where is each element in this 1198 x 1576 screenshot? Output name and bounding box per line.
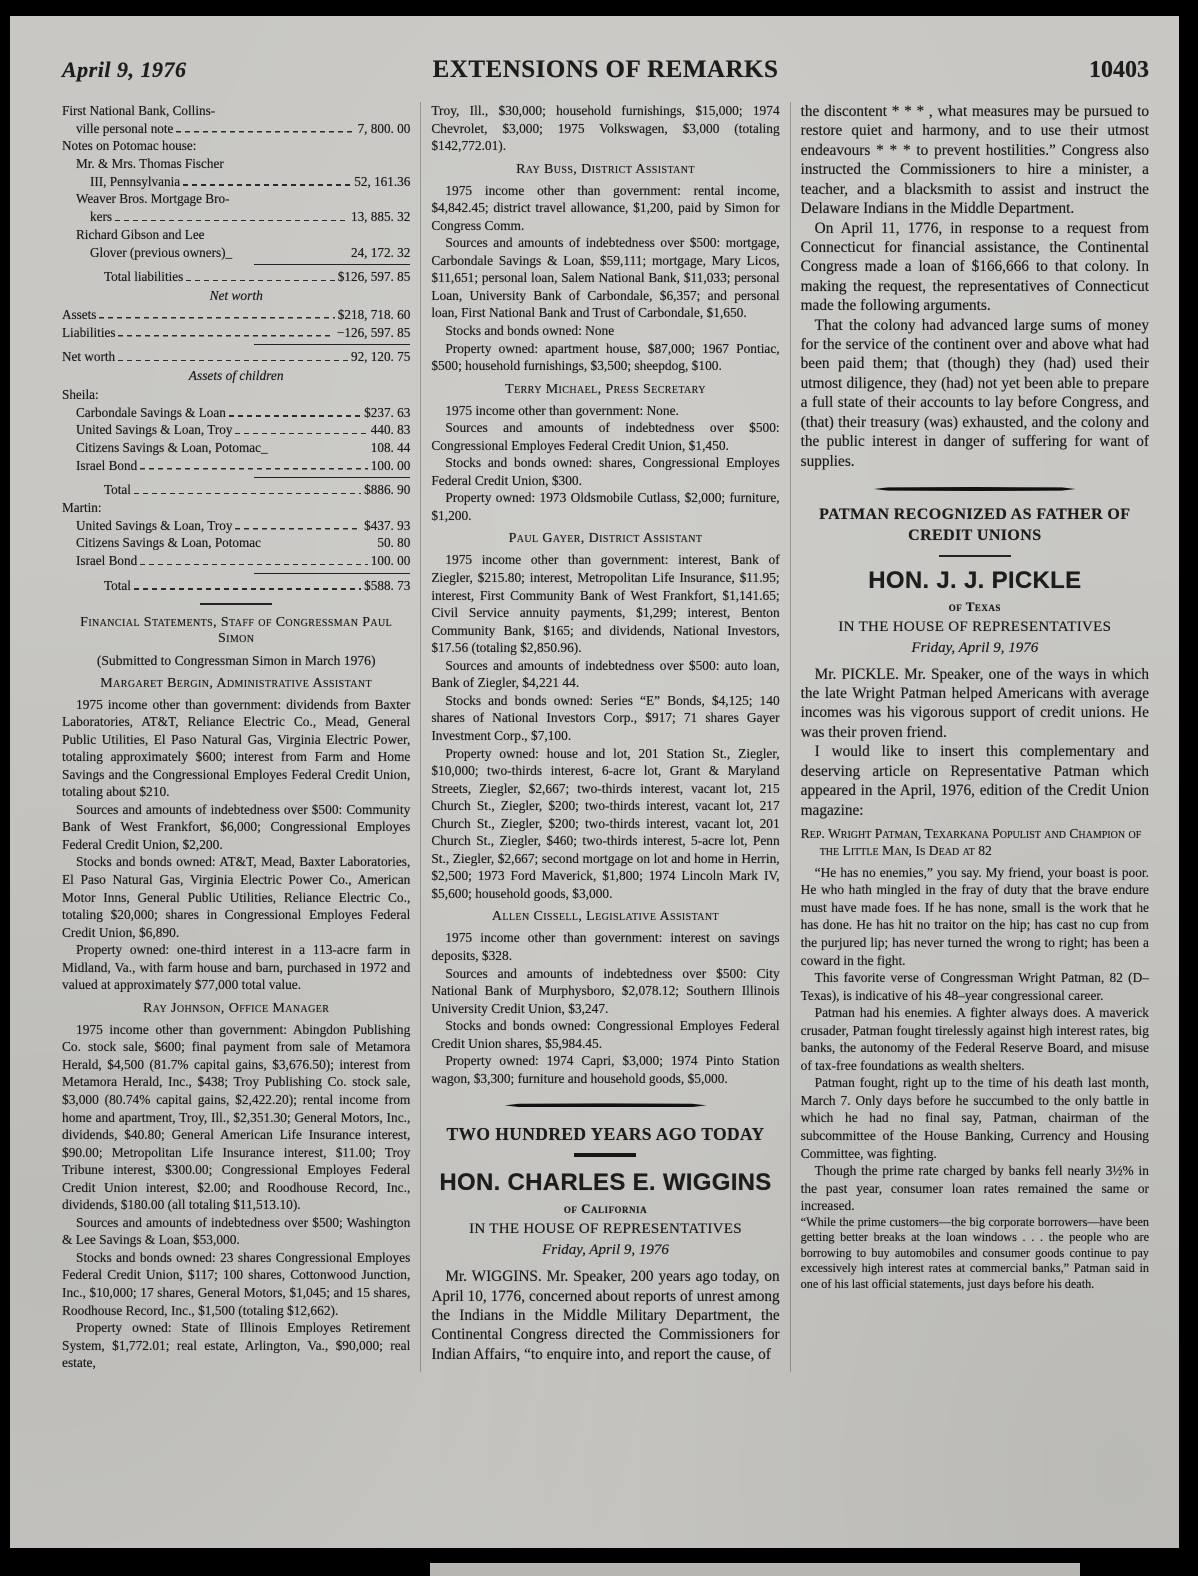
financial-row-amount: 100. 00 [370, 553, 411, 569]
dash-leader [115, 218, 348, 221]
paragraph: Property owned: house and lot, 201 Station St., Ziegler, $10,000; two-thirds interest, 6-acre lot, Grant & Maryland Streets, Ziegler, $2,667; two-thirds interest, vacant lot, 215 Church St., Ziegler, $200; two-thirds interest, vacant lot, 217 Church St., Ziegler, $200; two-thirds interest, vacant lot, 201 Church St., Ziegler, $460; two-thirds interest, 5-acre lot, Penn St., Ziegler, $2,667; second mortgage on lot and home in Herrin, $2,500; 1973 Ford Maverick, $1,800; 1974 Lincoln Mark IV, $5,600; household goods, $3,000. [431, 745, 780, 901]
column-right [790, 102, 1149, 1372]
article-heading: PATMAN RECOGNIZED AS FATHER OF CREDIT UNIONS [819, 506, 1131, 544]
financial-row-amount: 100. 00 [370, 457, 411, 473]
financial-row-line: Richard Gibson and Lee [76, 226, 205, 242]
financial-row-line [62, 348, 410, 366]
financial-row [62, 517, 410, 535]
speech-date: Friday, April 9, 1976 [542, 1242, 669, 1259]
financial-row-label: Notes on Potomac house: [62, 138, 197, 154]
speaker-title: HON. CHARLES E. WIGGINS [439, 1169, 772, 1197]
paragraph: Stocks and bonds owned: AT&T, Mead, Baxter Laboratories, El Paso Natural Gas, Virginia Electric Power Co., American Motor Inns, General Public Utilities, Reliance Electric Co., totaling $20,000; shares in Congressional Employes Federal Credit Union, $6,890. [62, 854, 411, 940]
paragraph: Sources and amounts of indebtedness over $500: auto loan, Bank of Ziegler, $4,221 44. [431, 657, 780, 691]
paragraph: “He has no enemies,” you say. My friend, your boast is poor. He who hath mingled in the fray of duty that the brave endure must have made foes. If he has none, small is the work that he has done. He has hit no traitor on the hip; has cast no cup from the purjured lip; has never turned the wrong to right; has been a coward in the fight. [800, 864, 1149, 968]
financial-row-line [62, 552, 410, 570]
financial-row-amount: 24, 172. 32 [350, 244, 411, 260]
financial-row-label: United Savings & Loan, Troy [76, 517, 233, 533]
financial-row [62, 552, 410, 570]
article-divider [874, 487, 1076, 491]
date-heading: April 9, 1976 [62, 57, 187, 82]
dash-leader [235, 431, 367, 434]
financial-row-label: Liabilities [62, 324, 116, 340]
sum-rule [254, 573, 411, 574]
financial-row [62, 306, 410, 324]
paragraph: Property owned: one-third interest in a 113-acre farm in Midland, Va., with farm house and barn, purchased in 1972 and valued at approximately $77,000 total value. [62, 942, 411, 993]
paragraph: Stocks and bonds owned: None [445, 323, 615, 339]
paragraph: 1975 income other than government: interest on savings deposits, $328. [431, 930, 780, 963]
page-title: EXTENSIONS OF REMARKS [432, 56, 779, 83]
sum-rule [254, 477, 411, 478]
paragraph: 1975 income other than government: interest, Bank of Ziegler, $215.80; interest, Metropolitan Life Insurance, $11.95; interest, First Community Bank of West Frankfort, $1,141.65; Civil Service annuity payments, $1,299; interest, Benton Community Bank, $165; and dividends, National Investors, $17.56 (totaling $2,850.96). [431, 552, 780, 656]
dash-leader [134, 587, 361, 590]
column-left [62, 102, 420, 1372]
financial-row-line: Weaver Bros. Mortgage Bro- [76, 191, 230, 207]
financial-row [62, 137, 410, 155]
paragraph: Patman fought, right up to the time of his death last month, March 7. Only days before he succumbed to the only battle in which he had no final say, Patman, chairman of the subcommittee of the House Banking, Currency and Housing Committee, was fighting. [800, 1075, 1149, 1161]
sum-rule [254, 264, 411, 265]
financial-row-amount: $218, 718. 60 [337, 306, 411, 322]
dash-leader [176, 130, 354, 133]
table-subheading: Net worth [209, 287, 263, 303]
financial-row-line [62, 120, 410, 138]
columns-container [62, 102, 1149, 1372]
financial-row-line: Mr. & Mrs. Thomas Fischer [76, 156, 224, 172]
financial-row-line [62, 481, 410, 499]
financial-row-amount: 108. 44 [370, 440, 411, 455]
financial-row-label: Israel Bond [76, 457, 138, 473]
paragraph: 1975 income other than government: rental income, $4,842.45; district travel allowance, $1,200, paid by Simon for Congress Comm. [431, 182, 780, 233]
financial-row-line [62, 324, 410, 342]
article-divider [504, 1103, 706, 1107]
financial-row [62, 481, 410, 499]
paragraph: Sources and amounts of indebtedness over $500: Congressional Employes Federal Credit Union, $1,450. [431, 420, 780, 453]
financial-row [62, 439, 410, 457]
financial-row-label: III, Pennsylvania [90, 173, 181, 189]
dash-leader [183, 183, 351, 186]
paragraph: Property owned: 1973 Oldsmobile Cutlass, $2,000; furniture, $1,200. [431, 490, 780, 523]
financial-row [62, 499, 410, 517]
financial-row-label: kers [90, 209, 112, 225]
financial-row-amount: 92, 120. 75 [350, 349, 411, 365]
financial-row [62, 324, 410, 342]
article-heading: TWO HUNDRED YEARS AGO TODAY [446, 1124, 765, 1145]
paragraph: 1975 income other than government: Abingdon Publishing Co. stock sale, $600; final payment from sale of Metamora Herald, $4,500 (81.7% capital gains, $3,676.50); interest from Metamora Herald, Inc., $438; Troy Publishing Co. stock sale, $3,000 (80.74% capital gains, $2,422.20); rental income from home and apartment, Troy, Ill., $2,351.30; General Motors, Inc., dividends, $40.80; General American Life Insurance interest, $90.00; Metropolitan Life Insurance interest, $11.00; Troy Tribune interest, $300.00; Congressional Employes Federal Credit Union interest, $2.00; and Roodhouse Record, Inc., dividends, $180.00 (all totaling $11,513.10). [62, 1021, 411, 1213]
heading-rule [200, 603, 272, 605]
paragraph: Sources and amounts of indebtedness over $500; Washington & Lee Savings & Loan, $53,000. [62, 1214, 411, 1248]
table-subheading: Assets of children [188, 367, 284, 383]
paragraph: Stocks and bonds owned: Series “E” Bonds, $4,125; 140 shares of National Investors Corp., $917; 71 shares Gayer Investment Corp., $7,100. [431, 692, 780, 743]
dash-leader [99, 316, 334, 319]
financial-row-amount: 50. 80 [377, 535, 411, 551]
house-of-representatives-line: IN THE HOUSE OF REPRESENTATIVES [838, 618, 1112, 635]
article-subheading: Rep. Wright Patman, Texarkana Populist and Champion of the Little Man, Is Dead at 82 [800, 825, 1142, 859]
financial-row-line [62, 137, 410, 155]
financial-row [62, 457, 410, 475]
financial-row-label: Citizens Savings & Loan, Potomac [76, 535, 261, 551]
financial-row-amount: $588. 73 [364, 577, 411, 593]
heading-rule [574, 1153, 636, 1157]
financial-row-amount: 440. 83 [370, 422, 411, 438]
paragraph: That the colony had advanced large sums of money for the service of the continent over and above what had been paid them; that (though) they (had) used their utmost diligence, they (had) not yet been able to prepare a full state of their accounts to lay before Congress, and (that) their treasury (was) exhausted, and the colony and the public interest in danger of suffering for want of supplies. [800, 316, 1149, 470]
financial-row-label: Total [104, 482, 131, 498]
financial-row [62, 577, 410, 595]
financial-row-amount: −126, 597. 85 [336, 324, 411, 340]
financial-row-label: Net worth [62, 349, 116, 365]
financial-row-label: Glover (previous owners)_ [90, 244, 233, 260]
financial-row [62, 421, 410, 439]
dash-leader [186, 278, 335, 281]
column-middle [420, 102, 789, 1372]
paragraph: Mr. WIGGINS. Mr. Speaker, 200 years ago today, on April 10, 1776, concerned about reports of unrest among the Indians in the Middle Military Department, the Continental Congress directed the Commissioners for Indian Affairs, “to enquire into, and report the cause, of [431, 1268, 780, 1363]
house-of-representatives-line: IN THE HOUSE OF REPRESENTATIVES [469, 1221, 742, 1238]
financial-row-amount: $237. 63 [364, 404, 411, 420]
section-heading: Ray Johnson, Office Manager [143, 1000, 330, 1016]
paragraph: Sources and amounts of indebtedness over $500: City National Bank of Murphysboro, $2,078.12; Southern Illinois University Credit Union, $3,247. [431, 965, 780, 1016]
page-header [62, 56, 1149, 84]
financial-row-label: ville personal note [76, 120, 174, 136]
financial-row-line [62, 534, 410, 552]
speaker-title: HON. J. J. PICKLE [868, 566, 1082, 594]
financial-row-line [62, 404, 410, 422]
paragraph: Sources and amounts of indebtedness over $500: Community Bank of West Frankfort, $6,000; Congressional Employes Federal Credit Union, $2,200. [62, 801, 411, 852]
speech-date: Friday, April 9, 1976 [911, 639, 1039, 656]
paragraph: the discontent * * * , what measures may be pursued to restore quiet and harmony, and to use their utmost endeavours * * * to prevent hostilities.” Congress also instructed the Commissioners to hire a minister, a teacher, and a blacksmith to assist and instruct the Delaware Indians in the Middle Department. [800, 103, 1149, 218]
financial-row [62, 190, 410, 225]
financial-row-label: Carbondale Savings & Loan [76, 404, 226, 420]
financial-row-label: Total liabilities [104, 269, 184, 285]
paragraph: Mr. PICKLE. Mr. Speaker, one of the ways in which the late Wright Patman helped Americans with average incomes was his vigorous support of credit unions. He was their proven friend. [800, 665, 1149, 741]
paragraph: Property owned: State of Illinois Employes Retirement System, $1,772.01; real estate, Arlington, Va., $90,000; real estate, [62, 1320, 411, 1371]
financial-row-line [62, 577, 410, 595]
dash-leader [118, 334, 333, 337]
financial-row [62, 404, 410, 422]
sum-rule [254, 344, 411, 345]
financial-row-label: Israel Bond [76, 553, 138, 569]
section-heading: Ray Buss, District Assistant [516, 161, 695, 177]
financial-row-amount: 52, 161.36 [354, 173, 411, 189]
financial-row-line [62, 421, 410, 439]
paragraph: I would like to insert this complementary and deserving article on Representative Patman which appeared in the April, 1976, edition of the Credit Union magazine: [800, 743, 1149, 819]
financial-row-line [62, 268, 410, 286]
paragraph: On April 11, 1776, in response to a request from Connecticut for financial assistance, the Continental Congress made a loan of $166,666 to that colony. In making the request, the representatives of Connecticut made the following arguments. [800, 219, 1149, 315]
paragraph: 1975 income other than government: dividends from Baxter Laboratories, AT&T, Reliance Electric Co., Mead, General Public Utilities, El Paso Natural Gas, Virginia Electric Power, totaling approximately $600; interest from Farm and Home Savings and the Congressional Employes Federal Credit Union, totaling about $210. [62, 696, 411, 800]
financial-row-label: Martin: [62, 500, 102, 516]
financial-row-line [62, 457, 410, 475]
financial-row [62, 155, 410, 190]
financial-row [62, 534, 410, 552]
speaker-state: of Texas [948, 598, 1001, 614]
financial-row [62, 226, 410, 261]
paragraph: This favorite verse of Congressman Wright Patman, 82 (D–Texas), is indicative of his 48–year congressional career. [800, 970, 1149, 1003]
financial-row-amount: $886. 90 [364, 482, 411, 498]
financial-row [62, 386, 410, 404]
financial-row-label: United Savings & Loan, Troy [76, 422, 233, 438]
financial-row-label: Assets [62, 306, 97, 322]
financial-row-line [62, 208, 410, 226]
financial-row-line [62, 386, 410, 404]
section-heading: Terry Michael, Press Secretary [505, 381, 706, 397]
financial-row [62, 102, 410, 137]
page-number: 10403 [1089, 57, 1149, 83]
heading-rule [939, 555, 1011, 557]
financial-row-amount: 13, 885. 32 [350, 209, 411, 225]
financial-row-amount: 7, 800. 00 [357, 120, 411, 136]
paragraph: Property owned: apartment house, $87,000; 1967 Pontiac, $500; household furnishings, $3,500; sheepdog, $100. [431, 340, 780, 374]
financial-row-line [62, 244, 410, 262]
financial-row-line: First National Bank, Collins- [62, 103, 216, 118]
paragraph: “While the prime customers—the big corporate borrowers—have been getting better breaks at the loan windows . . . the people who are borrowing to buy automobiles and consumer goods continue to pay excessively high interest rates at commercial banks,” Patman said in one of his last official statements, just days before his death. [800, 1214, 1149, 1291]
section-heading: Margaret Bergin, Administrative Assistant [100, 675, 373, 691]
financial-row-label: Total [104, 577, 131, 593]
financial-row-line [62, 439, 410, 457]
section-heading: Allen Cissell, Legislative Assistant [491, 909, 720, 925]
paragraph: Patman had his enemies. A fighter always does. A maverick crusader, Patman fought tirelessly against high interest rates, big banks, the autonomy of the Federal Reserve Board, and misuse of tax-free foundations as wealth shelters. [800, 1005, 1149, 1073]
section-heading: Paul Gayer, District Assistant [508, 531, 703, 547]
paragraph: Stocks and bonds owned: Congressional Employes Federal Credit Union shares, $5,984.45. [431, 1018, 780, 1051]
paragraph: Sources and amounts of indebtedness over $500: mortgage, Carbondale Savings & Loan, $59,111; mortgage, Mary Licos, $11,651; personal loan, Salem National Bank, $11,033; personal Loan, University Bank of Carbondale, $6,357; and personal loan, First National Bank and Trust of Carbondale, $1,650. [431, 235, 780, 321]
dash-leader [140, 467, 368, 470]
dash-leader [229, 414, 361, 417]
paragraph: Property owned: 1974 Capri, $3,000; 1974 Pinto Station wagon, $3,300; furniture and household goods, $5,000. [431, 1053, 780, 1086]
financial-row-line [62, 306, 410, 324]
financial-row-label: Citizens Savings & Loan, Potomac_ [76, 440, 268, 455]
paragraph: Troy, Ill., $30,000; household furnishings, $15,000; 1974 Chevrolet, $3,000; 1975 Volkswagen, $3,000 (totaling $142,772.01). [431, 103, 780, 154]
financial-row-line [62, 499, 410, 517]
financial-row-line [62, 517, 410, 535]
paragraph: Stocks and bonds owned: 23 shares Congressional Employes Federal Credit Union, $117; 100 shares, Cottonwood Junction, Inc., $10,000; 17 shares, General Motors, $1,045; and 15 shares, Roodhouse Record, Inc., $1,500 (totaling $12,662). [62, 1249, 411, 1318]
scan-edge-strip [430, 1563, 1080, 1576]
section-heading: Financial Statements, Staff of Congressman Paul Simon [80, 614, 393, 646]
paragraph: 1975 income other than government: None. [445, 402, 679, 418]
newspaper-page [10, 16, 1179, 1548]
financial-row-line [62, 173, 410, 191]
submission-note: (Submitted to Congressman Simon in March 1976) [96, 652, 376, 668]
paragraph: Stocks and bonds owned: shares, Congressional Employes Federal Credit Union, $300. [431, 455, 780, 488]
financial-row-label: Sheila: [62, 386, 99, 402]
paragraph: Though the prime rate charged by banks fell nearly 3½% in the past year, consumer loan rates remained the same or increased. [800, 1163, 1149, 1214]
financial-row-amount: $126, 597. 85 [337, 269, 411, 285]
dash-leader [140, 562, 368, 565]
dash-leader [235, 527, 361, 530]
dash-leader [118, 358, 348, 361]
financial-row [62, 268, 410, 286]
financial-row-amount: $437. 93 [364, 517, 411, 533]
speaker-state: of California [563, 1201, 648, 1217]
dash-leader [134, 491, 361, 494]
financial-row [62, 348, 410, 366]
